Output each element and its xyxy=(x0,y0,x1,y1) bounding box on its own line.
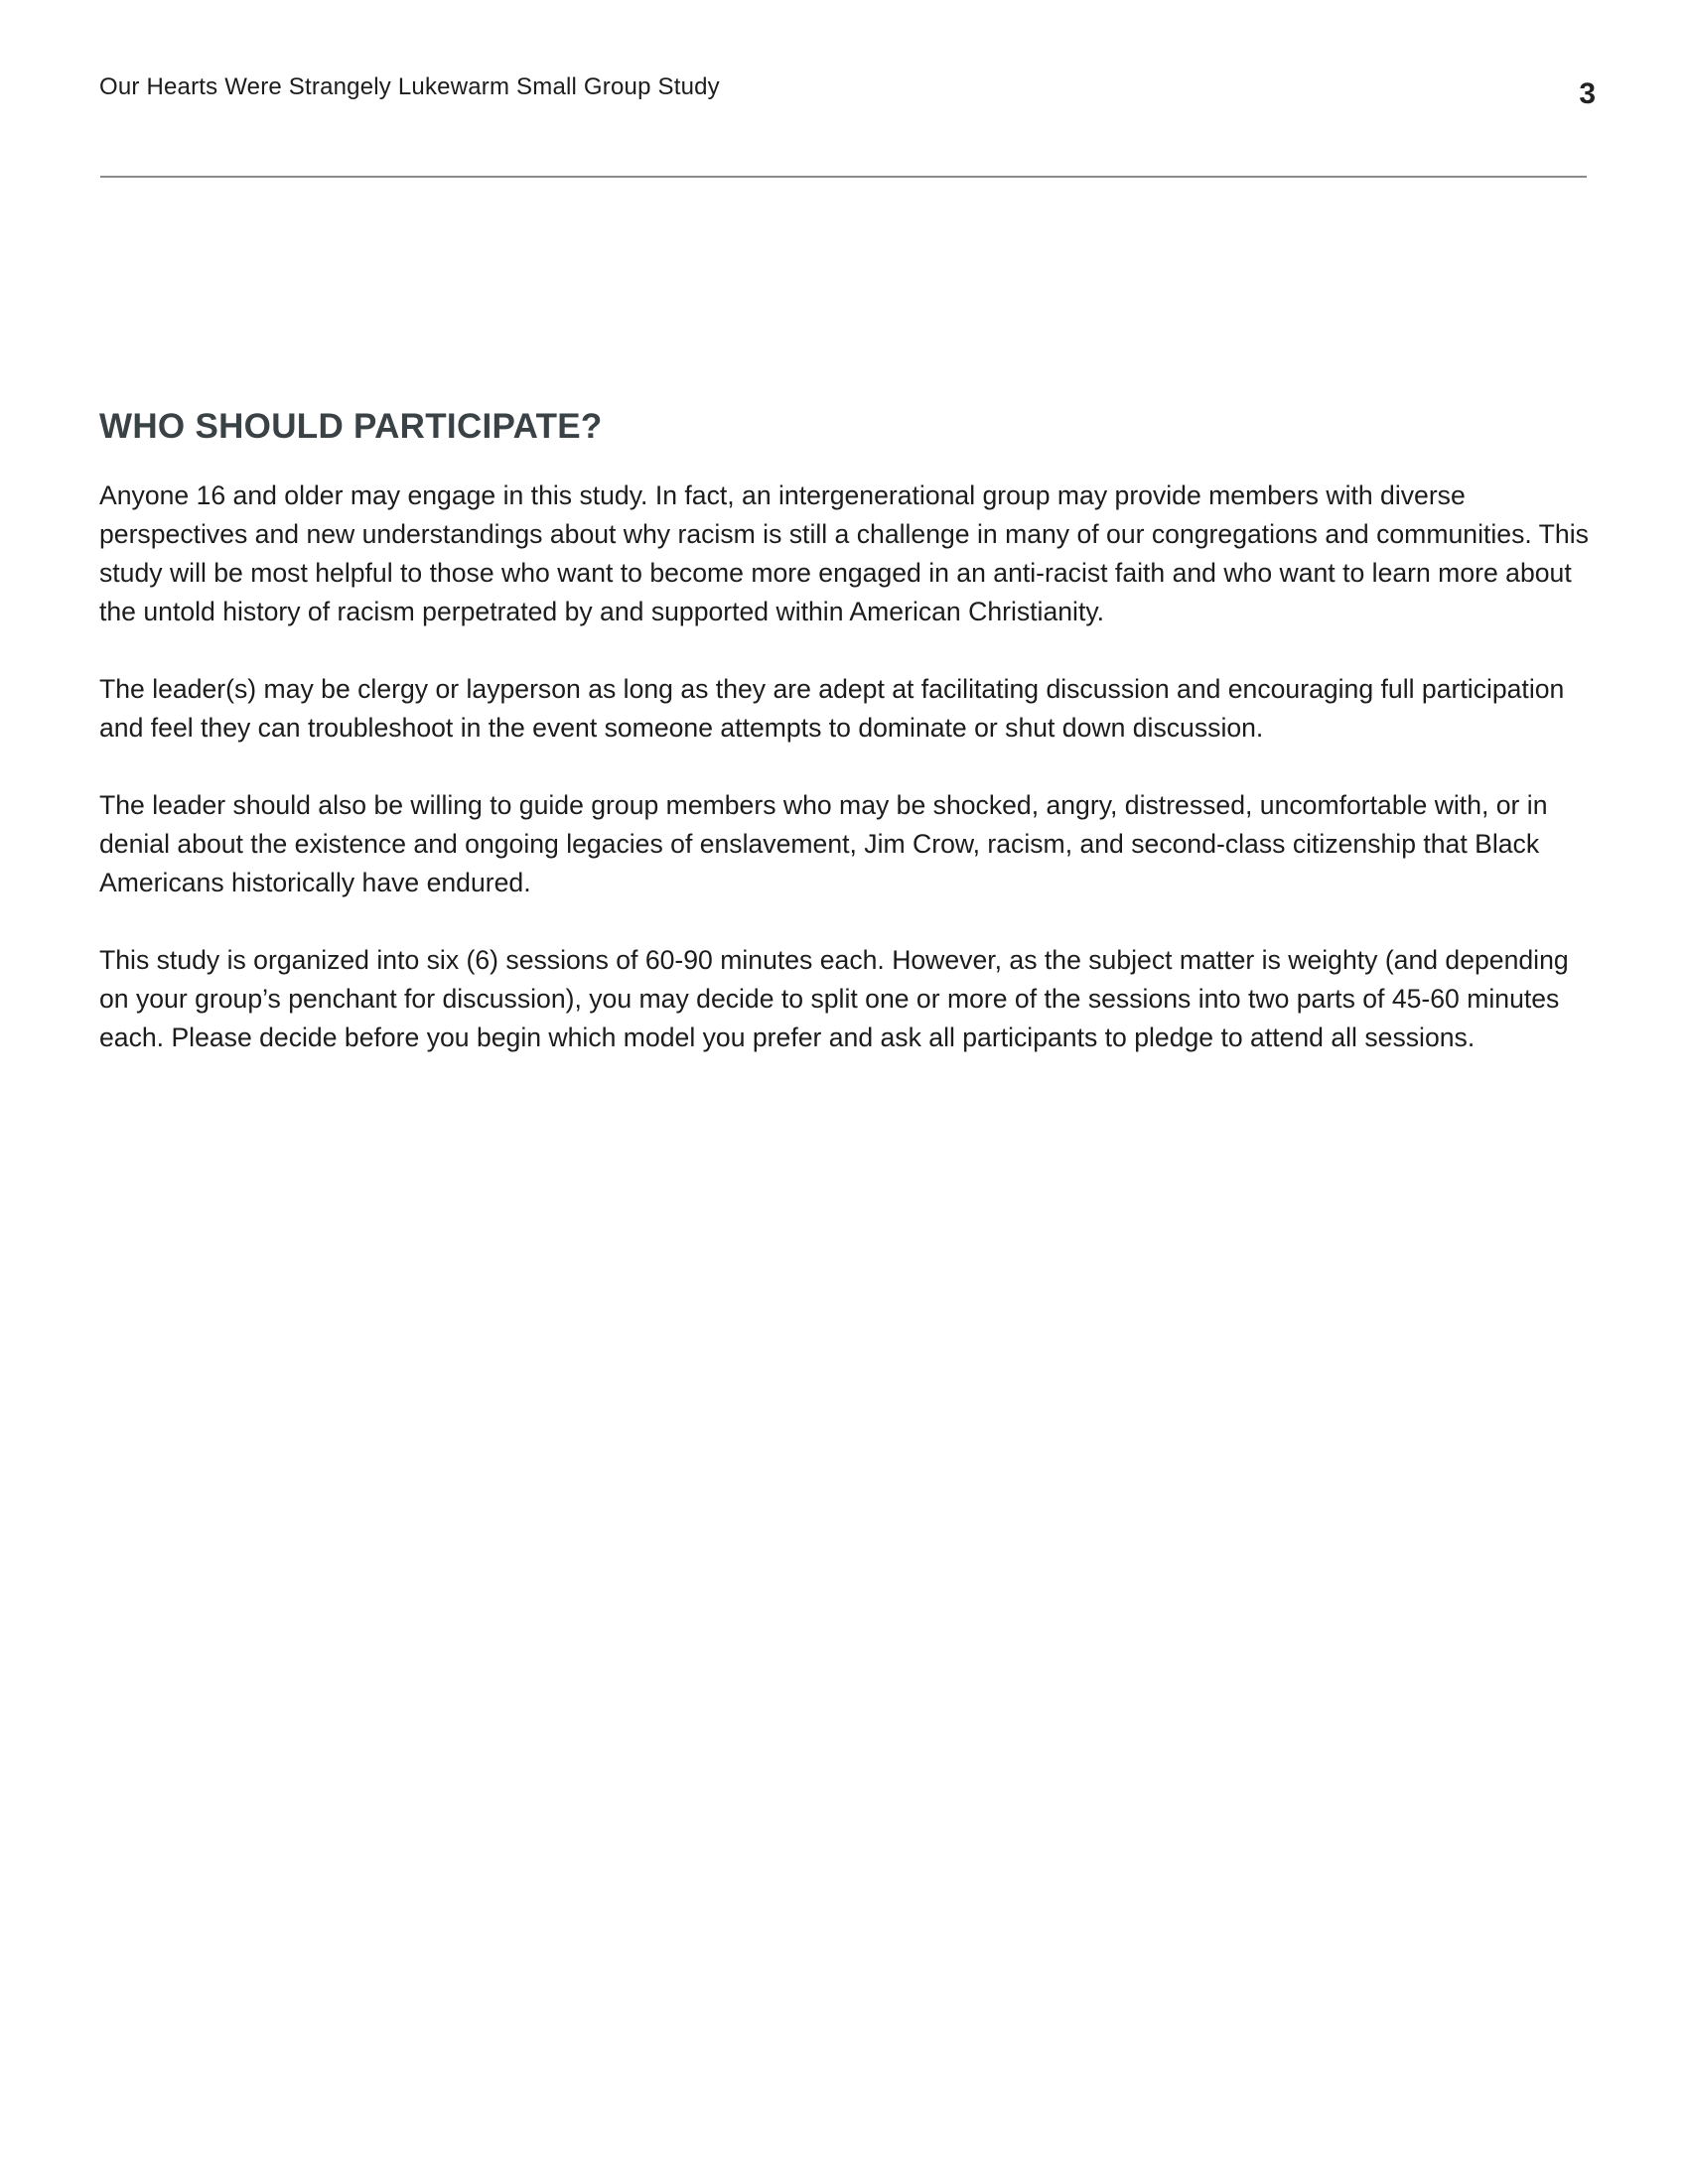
running-header-title: Our Hearts Were Strangely Lukewarm Small Group Study xyxy=(99,73,720,100)
paragraph-leader-guidance: The leader should also be willing to guide group members who may be shocked, angry, distressed, uncomfortable with, or in denial about the existence and ongoing legacies of enslavement, Jim Crow, racism, and second-class citizenship that Black Americans historically have endured. xyxy=(99,790,1548,897)
header-divider xyxy=(100,176,1587,178)
page-number: 3 xyxy=(1579,77,1596,110)
paragraph-who-may-engage: Anyone 16 and older may engage in this study. In fact, an intergenerational group may provide members with diverse perspectives and new understandings about why racism is still a challenge in many of our congregations and communities. This study will be most helpful to those who want to become more engaged in an anti-racist faith and who want to learn more about the untold history of racism perpetrated by and supported within American Christianity. xyxy=(99,480,1589,626)
paragraph-session-structure: This study is organized into six (6) sessions of 60-90 minutes each. However, as the subject matter is weighty (and depending on your group’s penchant for discussion), you may decide to split one or more of the sessions into two parts of 45-60 minutes each. Please decide before you begin which model you prefer and ask all participants to pledge to attend all sessions. xyxy=(99,945,1569,1052)
section-heading: WHO SHOULD PARTICIPATE? xyxy=(99,407,603,446)
main-content xyxy=(99,407,1599,1096)
paragraph-leader-role: The leader(s) may be clergy or layperson as long as they are adept at facilitating discussion and encouraging full participation and feel they can troubleshoot in the event someone attempts to dominate or shut down discussion. xyxy=(99,674,1565,743)
